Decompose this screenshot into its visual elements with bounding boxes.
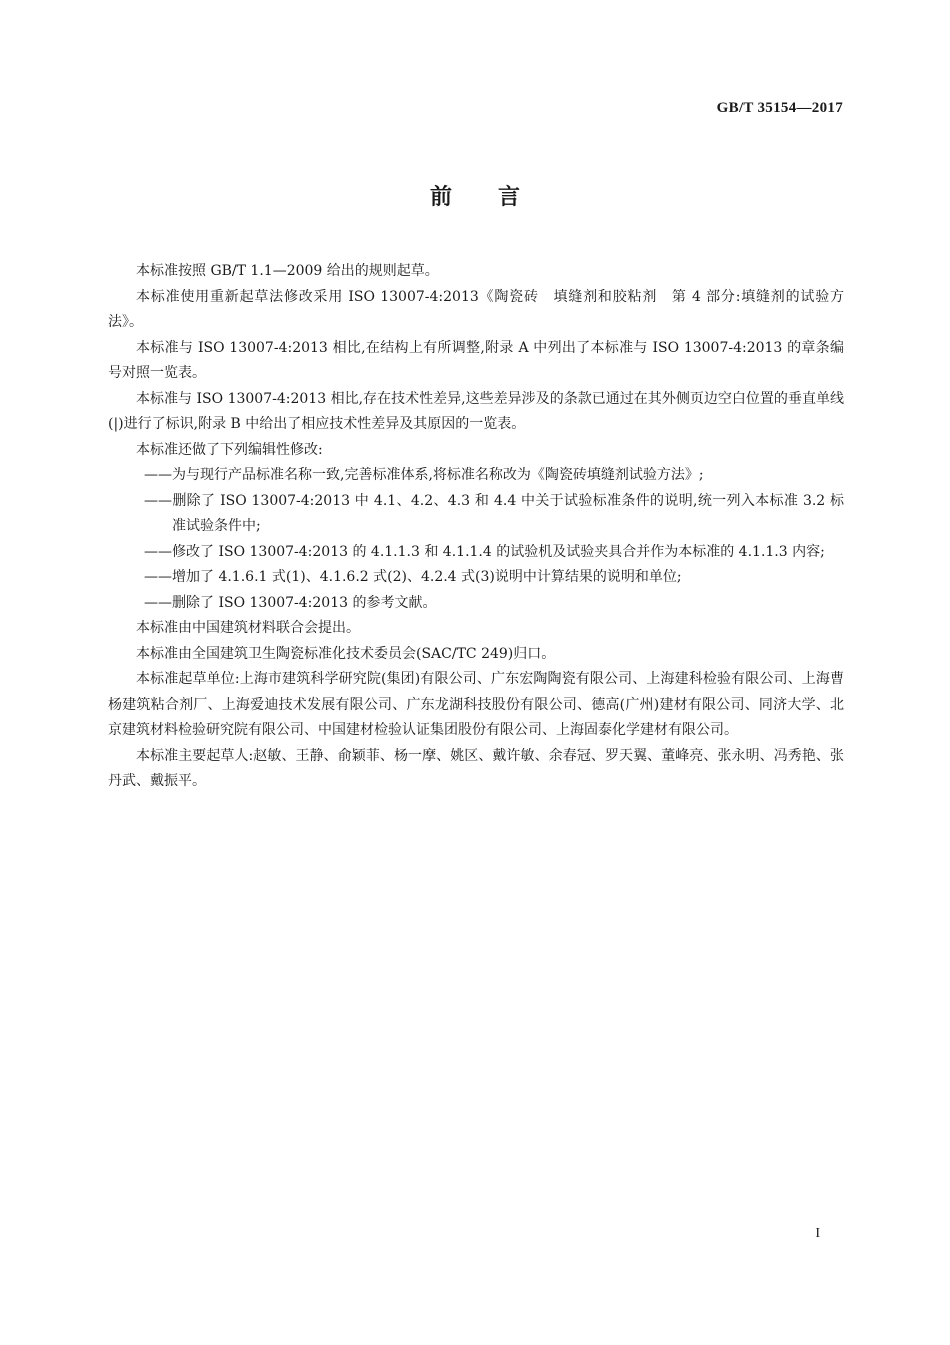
paragraph: 本标准与 ISO 13007-4:2013 相比,存在技术性差异,这些差异涉及的条款已通过在其外侧页边空白位置的垂直单线(|)进行了标识,附录 B 中给出了相应技术性差异及其原因的一览表。 (108, 390, 844, 432)
page-title: 前言 (429, 185, 566, 210)
paragraph: 本标准与 ISO 13007-4:2013 相比,在结构上有所调整,附录 A 中列出了本标准与 ISO 13007-4:2013 的章条编号对照一览表。 (108, 339, 844, 381)
edit-list-item: ——删除了 ISO 13007-4:2013 中 4.1、4.2、4.3 和 4.4 中关于试验标准条件的说明,统一列入本标准 3.2 标准试验条件中; (144, 492, 844, 534)
paragraph: 本标准还做了下列编辑性修改: (136, 441, 323, 458)
document-body (108, 259, 844, 795)
paragraph: 本标准按照 GB/T 1.1—2009 给出的规则起草。 (136, 263, 439, 279)
paragraph: 本标准由中国建筑材料联合会提出。 (136, 620, 360, 636)
edit-list-item: ——为与现行产品标准名称一致,完善标准体系,将标准名称改为《陶瓷砖填缝剂试验方法》; (144, 467, 704, 483)
page-number: I (815, 1226, 820, 1241)
paragraph: 本标准使用重新起草法修改采用 ISO 13007-4:2013《陶瓷砖 填缝剂和胶粘剂 第 4 部分:填缝剂的试验方法》。 (108, 288, 844, 330)
paragraph: 本标准起草单位:上海市建筑科学研究院(集团)有限公司、广东宏陶陶瓷有限公司、上海建科检验有限公司、上海曹杨建筑粘合剂厂、上海爱迪技术发展有限公司、广东龙湖科技股份有限公司、德高(广州)建材有限公司、同济大学、北京建筑材料检验研究院有限公司、中国建材检验认证集团股份有限公司、上海固泰化学建材有限公司。 (108, 671, 844, 738)
standard-code: GB/T 35154—2017 (716, 100, 843, 116)
paragraph: 本标准主要起草人:赵敏、王静、俞颖菲、杨一摩、姚区、戴许敏、余春冠、罗天翼、董峰亮、张永明、冯秀艳、张丹武、戴振平。 (108, 747, 844, 789)
edit-list-item: ——修改了 ISO 13007-4:2013 的 4.1.1.3 和 4.1.1.4 的试验机及试验夹具合并作为本标准的 4.1.1.3 内容; (144, 543, 825, 560)
paragraph: 本标准由全国建筑卫生陶瓷标准化技术委员会(SAC/TC 249)归口。 (136, 645, 556, 662)
edit-list-item: ——删除了 ISO 13007-4:2013 的参考文献。 (144, 594, 437, 611)
edit-list-item: ——增加了 4.1.6.1 式(1)、4.1.6.2 式(2)、4.2.4 式(3)说明中计算结果的说明和单位; (144, 569, 682, 585)
